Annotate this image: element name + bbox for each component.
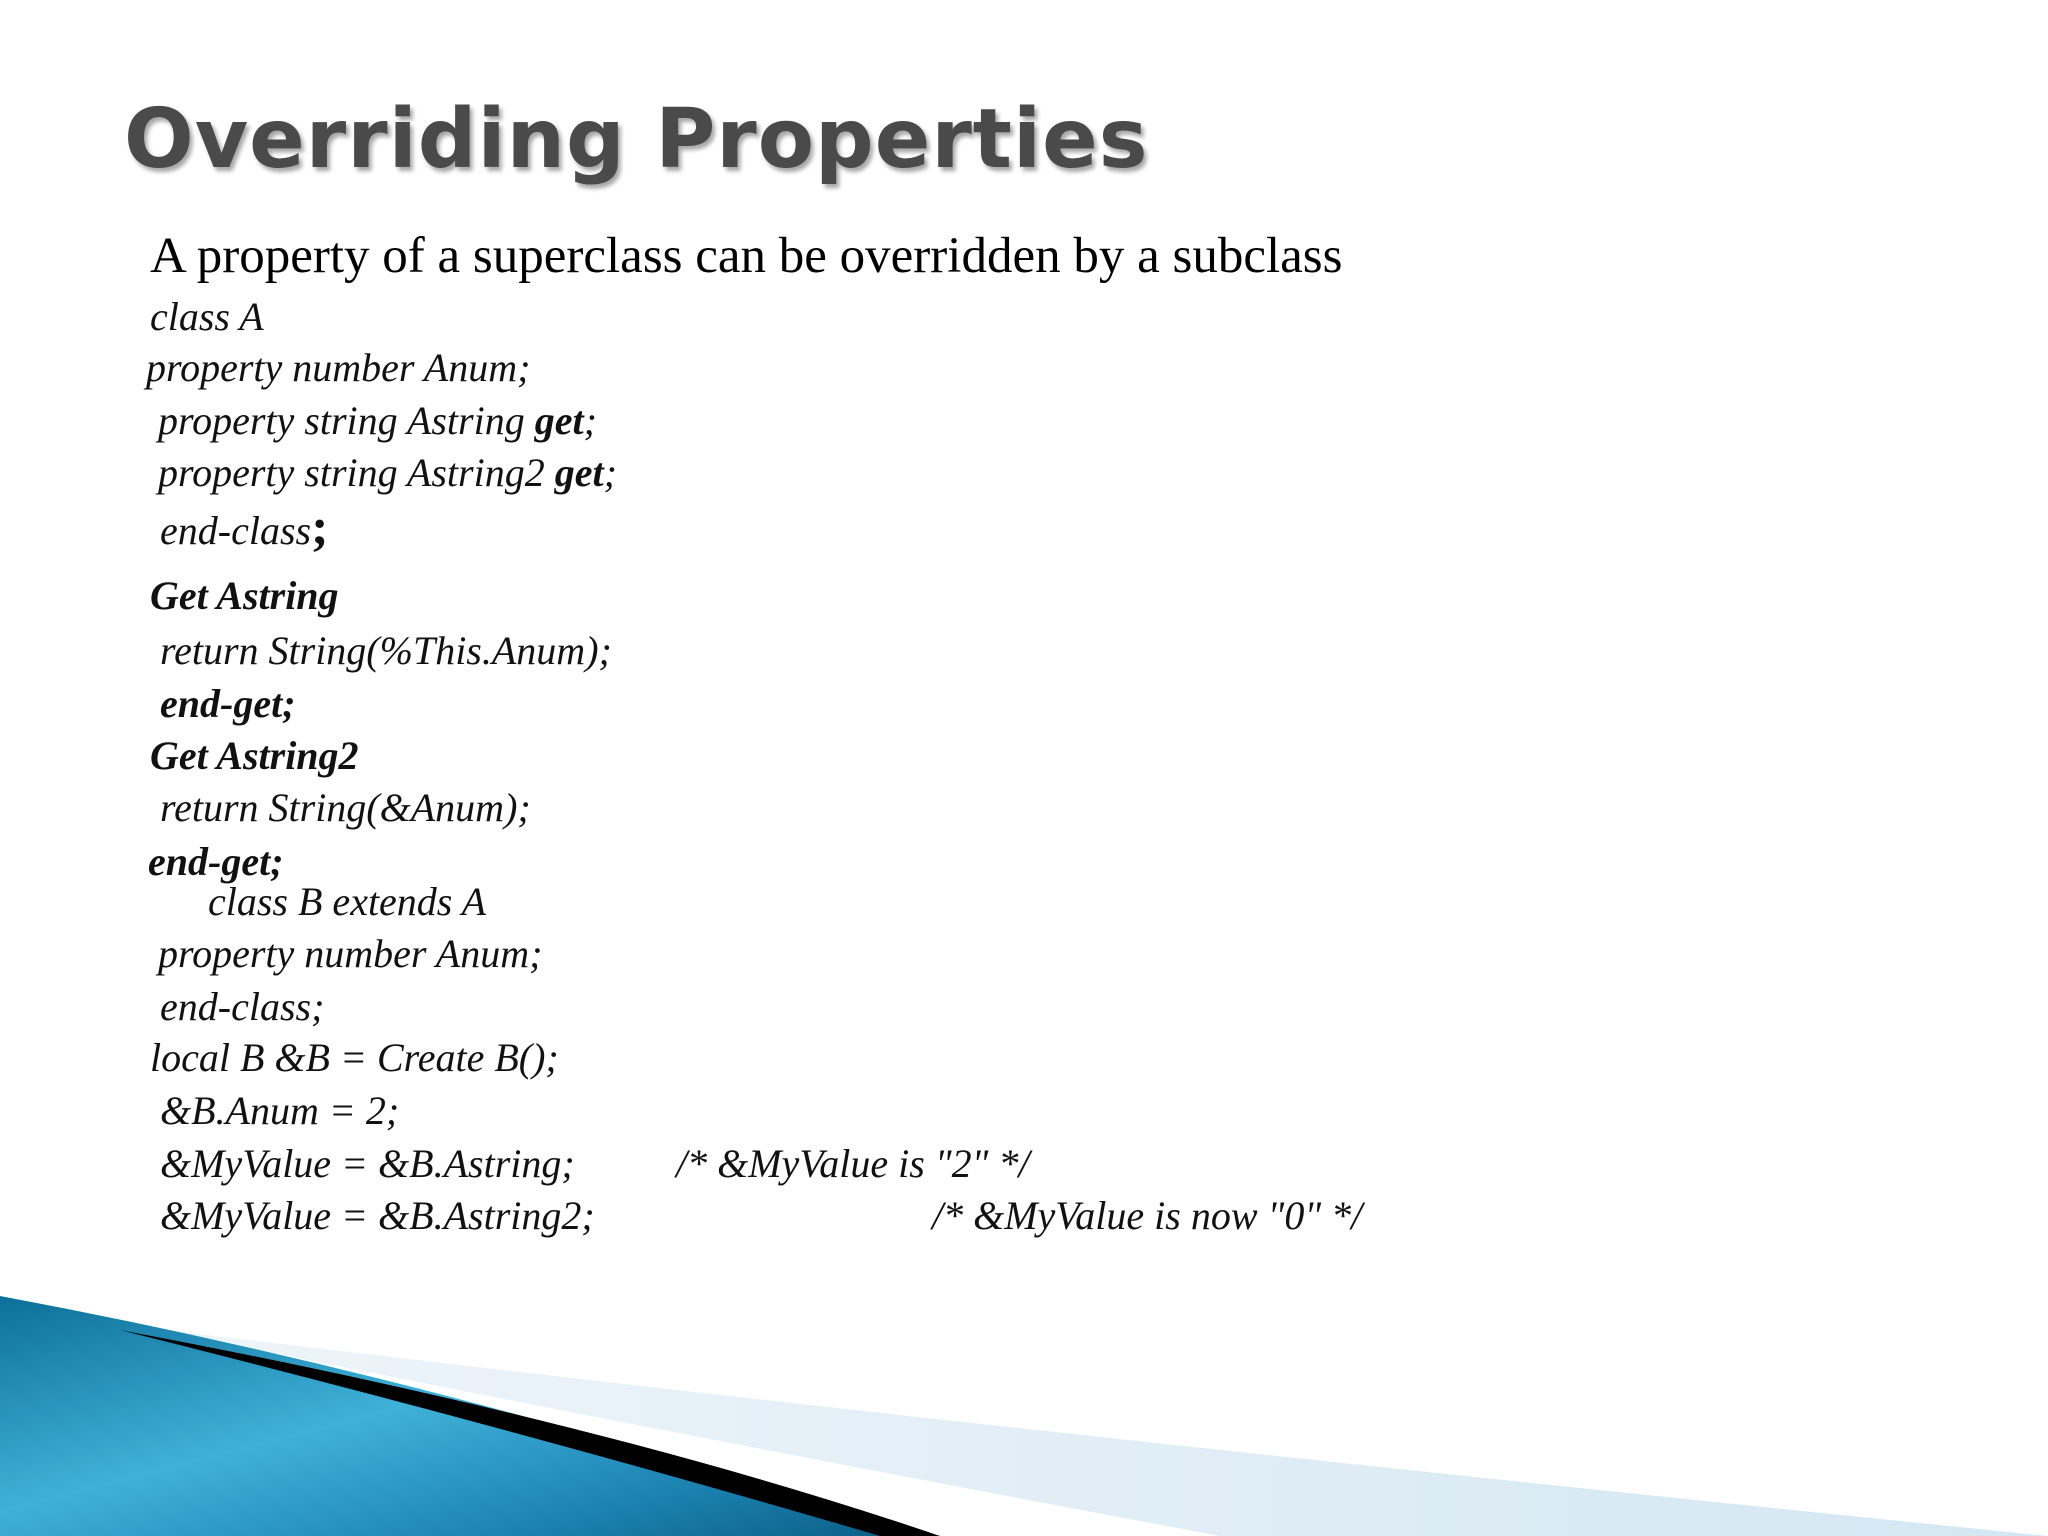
code-comment-17: /* &MyValue is "2" */ — [676, 1141, 1030, 1186]
code-line-13: property number Anum; — [158, 931, 543, 976]
code-line-3-semicolon: ; — [583, 398, 597, 443]
code-line-3-text: property string Astring — [158, 398, 535, 443]
code-line-7: return String(%This.Anum); — [160, 628, 612, 673]
swoosh-blue-band — [0, 1296, 920, 1536]
code-line-11: end-get; — [148, 839, 284, 884]
code-line-3-keyword: get — [534, 398, 584, 443]
code-line-4-text: property string Astring2 — [158, 450, 555, 495]
code-line-6: Get Astring — [150, 573, 339, 618]
slide-title: Overriding Properties — [124, 92, 1149, 187]
code-line-4-keyword: get — [554, 450, 604, 495]
code-line-5-semicolon: ; — [311, 499, 329, 556]
code-line-9: Get Astring2 — [150, 733, 359, 778]
intro-text: A property of a superclass can be overridden by a subclass — [150, 228, 1343, 284]
code-line-3 — [158, 397, 597, 445]
code-line-5-text: end-class — [160, 508, 312, 553]
code-line-4 — [158, 449, 617, 497]
code-line-8: end-get; — [160, 681, 296, 726]
code-line-10: return String(&Anum); — [160, 785, 531, 830]
code-line-15: local B &B = Create B(); — [150, 1035, 559, 1080]
code-line-1: class A — [150, 294, 264, 339]
code-line-5 — [160, 499, 329, 556]
swoosh-black-stripe — [120, 1330, 940, 1536]
code-comment-18: /* &MyValue is now "0" */ — [932, 1193, 1363, 1238]
code-line-18: &MyValue = &B.Astring2; — [160, 1193, 595, 1238]
code-line-12: class B extends A — [208, 879, 487, 924]
code-line-16: &B.Anum = 2; — [160, 1088, 400, 1133]
swoosh-light-band — [150, 1328, 2048, 1536]
code-line-17: &MyValue = &B.Astring; — [160, 1141, 575, 1186]
code-line-4-semicolon: ; — [603, 450, 617, 495]
code-line-14: end-class; — [160, 984, 325, 1029]
code-line-2: property number Anum; — [146, 345, 531, 390]
